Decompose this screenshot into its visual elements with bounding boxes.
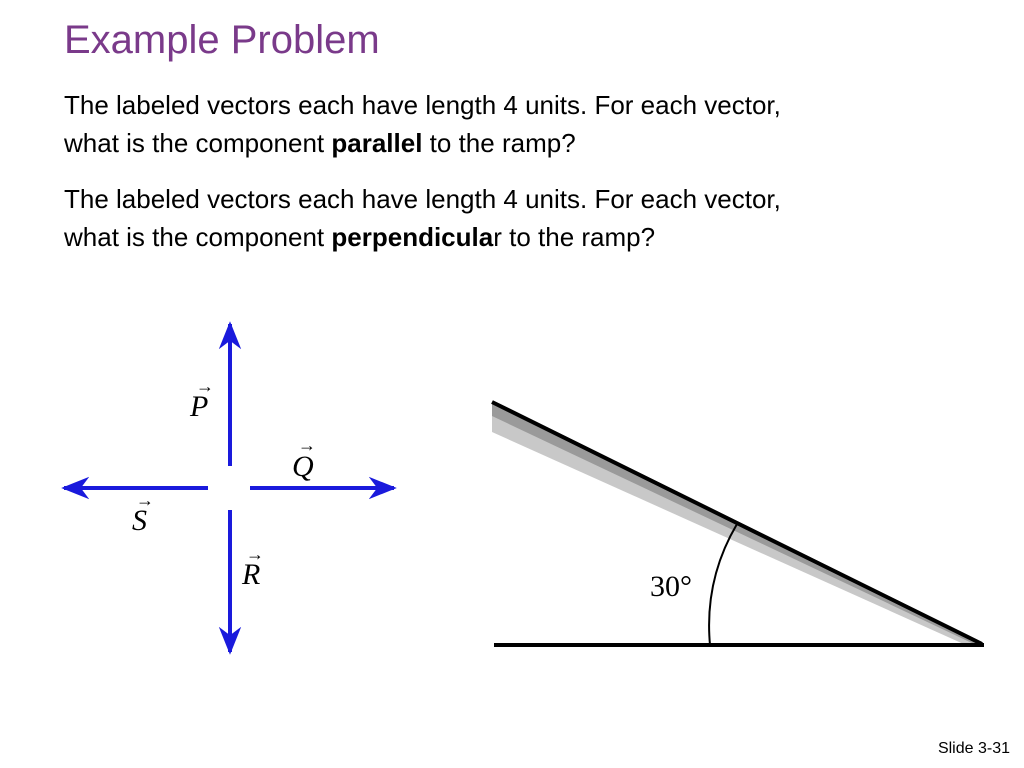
- question-perpendicular-keyword: perpendicula: [331, 222, 494, 252]
- ramp-surface: [492, 402, 982, 644]
- vector-p-arrow-accent: →: [196, 376, 214, 396]
- vector-s-label: [132, 490, 154, 537]
- vector-r-label: [241, 544, 264, 591]
- question-parallel-keyword: parallel: [331, 128, 423, 158]
- vector-s-letter: S: [132, 504, 147, 537]
- ramp-diagram: [492, 402, 984, 646]
- question-perpendicular-line2-pre: what is the component: [64, 222, 332, 252]
- vector-p-letter: P: [190, 390, 209, 423]
- slide-title: Example Problem: [64, 18, 380, 62]
- vector-r-arrow-accent: →: [246, 544, 264, 564]
- vector-r-letter: R: [242, 558, 261, 591]
- question-perpendicular-line2-post: r to the ramp?: [493, 222, 656, 252]
- question-perpendicular-line1: The labeled vectors each have length 4 units. For each vector,: [64, 184, 781, 214]
- angle-arc: [709, 524, 737, 645]
- vector-q-letter: Q: [292, 450, 314, 483]
- vector-diagram: [64, 324, 394, 652]
- vector-s-arrow-accent: →: [136, 490, 154, 510]
- question-parallel-line2-post: to the ramp?: [422, 128, 576, 158]
- question-parallel-line1: The labeled vectors each have length 4 units. For each vector,: [64, 90, 781, 120]
- vector-q-arrow-accent: →: [298, 435, 316, 455]
- question-parallel-line2-pre: what is the component: [64, 128, 332, 158]
- slide-number: Slide 3-31: [937, 740, 1010, 757]
- vector-p-label: [189, 376, 214, 423]
- vector-q-label: [292, 435, 316, 483]
- angle-label: 30°: [650, 570, 692, 603]
